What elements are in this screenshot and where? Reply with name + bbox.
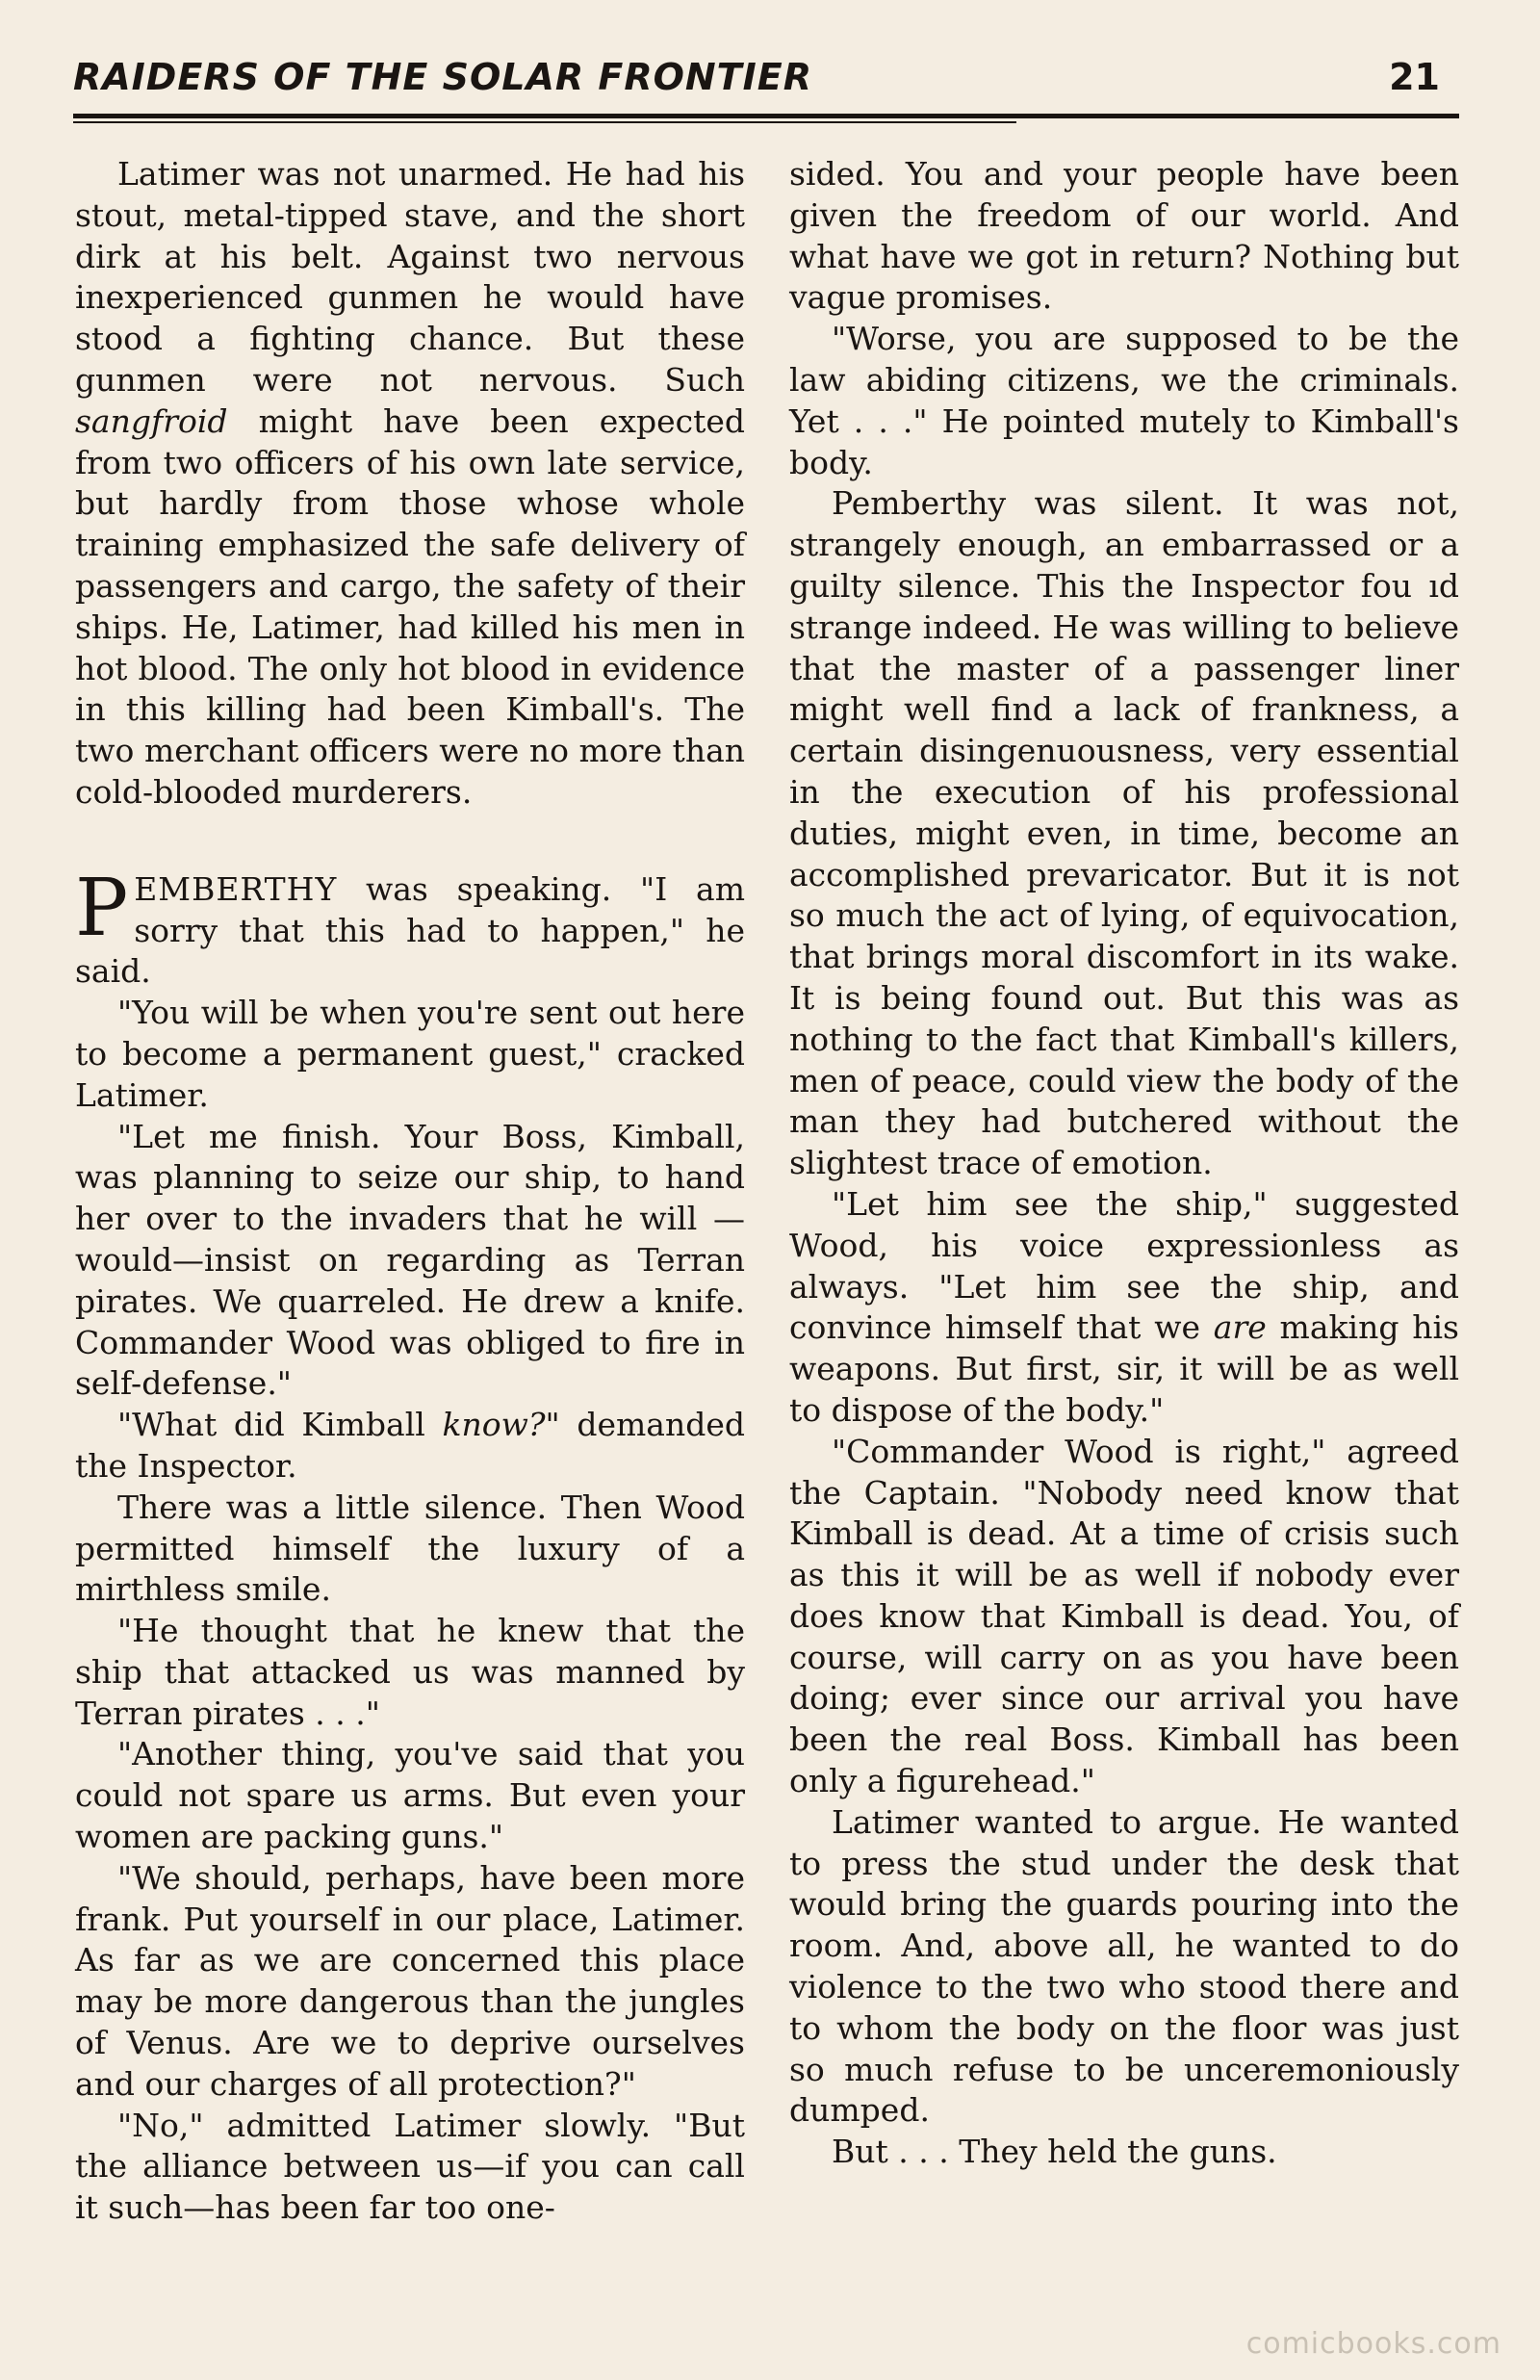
left-column <box>75 154 745 2229</box>
paragraph-dropcap: PEMBERTHY was speaking. "I am sorry that this had to happen," he said. <box>75 862 745 991</box>
header-rule-secondary <box>73 121 1016 123</box>
paragraph: Pemberthy was silent. It was not, strangely enough, an embarrassed or a guilty silence. This the Inspector fou ıd strange indeed. He was willing to believe that the master of a passenger liner might well find a lack of frankness, a certain disingenuousness, very essential in the execution of his professional duties, might even, in time, become an accomplished prevaricator. But it is not so much the act of lying, of equivocation, that brings moral discomfort in its wake. It is being found out. But this was as nothing to the fact that Kimball's killers, men of peace, could view the body of the man they had butchered without the slightest trace of emotion. <box>789 484 1459 1182</box>
paragraph: sided. You and your people have been given the freedom of our world. And what have we got in return? Nothing but vague promises. <box>789 155 1459 317</box>
watermark: comicbooks.com <box>1245 2327 1502 2361</box>
paragraph: "You will be when you're sent out here to become a permanent guest," cracked Latimer. <box>75 994 745 1114</box>
running-title: RAIDERS OF THE SOLAR FRONTIER <box>73 56 812 98</box>
paragraph: There was a little silence. Then Wood permitted himself the luxury of a mirthless smile. <box>75 1488 745 1609</box>
page-number: 21 <box>1389 56 1440 98</box>
drop-cap: P <box>75 862 129 954</box>
running-head <box>73 56 1459 110</box>
right-column <box>789 154 1459 2173</box>
paragraph: Latimer wanted to argue. He wanted to press the stud under the desk that would bring the guards pouring into the room. And, above all, he wanted to do violence to the two who stood there and to whom the body on the floor was just so much refuse to be unceremoniously dumped. <box>789 1802 1459 2130</box>
paragraph: "He thought that he knew that the ship that attacked us was manned by Terran pirates . . ." <box>75 1612 745 1732</box>
paragraph: But . . . They held the guns. <box>832 2133 1277 2171</box>
paragraph: "Another thing, you've said that you could not spare us arms. But even your women are packing guns." <box>75 1735 745 1856</box>
paragraph: "What did Kimball know?" demanded the Inspector. <box>75 1406 745 1485</box>
paragraph: "Let me finish. Your Boss, Kimball, was planning to seize our ship, to hand her over to the invaders that he will —would—insist on regarding as Terran pirates. We quarreled. He drew a knife. Commander Wood was obliged to fire in self-defense." <box>75 1117 745 1403</box>
paragraph: "Let him see the ship," suggested Wood, his voice expressionless as always. "Let him see the ship, and convince himself that we are making his weapons. But first, sir, it will be as well to dispose of the body." <box>789 1184 1459 1429</box>
paragraph: Latimer was not unarmed. He had his stout, metal-tipped stave, and the short dirk at his belt. Against two nervous inexperienced gunmen he would have stood a fighting chance. But these gunmen were not nervous. Such sangfroid might have been expected from two officers of his own late service, but hardly from those whose whole training emphasized the safe delivery of passengers and cargo, the safety of their ships. He, Latimer, had killed his men in hot blood. The only hot blood in evidence in this killing had been Kimball's. The two merchant officers were no more than cold-blooded murderers. <box>75 155 745 811</box>
paragraph: "Worse, you are supposed to be the law abiding citizens, we the criminals. Yet . . ." He pointed mutely to Kimball's body. <box>789 320 1459 481</box>
header-rule <box>73 114 1459 118</box>
paragraph: "Commander Wood is right," agreed the Captain. "Nobody need know that Kimball is dead. At a time of crisis such as this it will be as well if nobody ever does know that Kimball is dead. You, of course, will carry on as you have been doing; ever since our arrival you have been the real Boss. Kimball has been only a figurehead." <box>789 1432 1459 1800</box>
paragraph: "We should, perhaps, have been more frank. Put yourself in our place, Latimer. As far as we are concerned this place may be more dangerous than the jungles of Venus. Are we to deprive ourselves and our charges of all protection?" <box>75 1858 745 2103</box>
paragraph: "No," admitted Latimer slowly. "But the alliance between us—if you can call it such—has been far too one- <box>75 2106 745 2227</box>
